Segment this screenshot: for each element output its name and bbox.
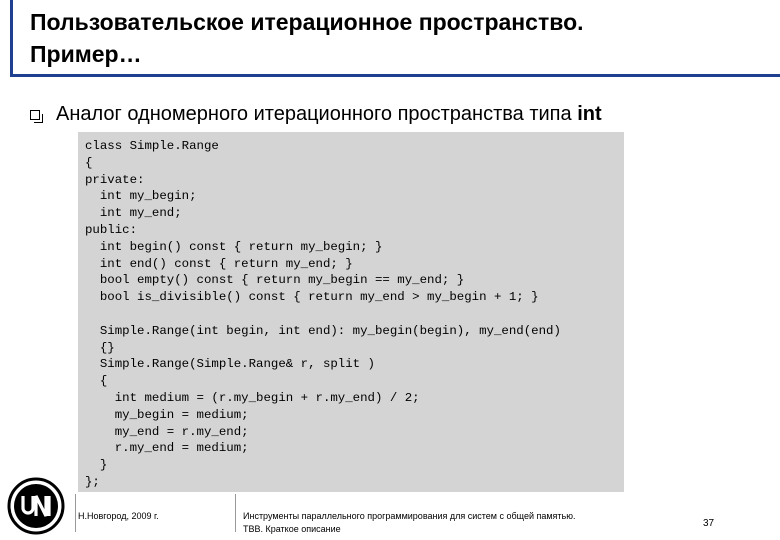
bullet-item xyxy=(30,103,602,126)
bullet-text-main: Аналог одномерного итерационного пространства типа xyxy=(56,103,578,125)
code-line: public: xyxy=(85,222,138,237)
footer-city-year: Н.Новгород, 2009 г. xyxy=(78,511,159,521)
code-line: my_begin = medium; xyxy=(85,407,249,422)
footer-divider-1 xyxy=(75,494,76,532)
code-line: int end() const { return my_end; } xyxy=(85,256,353,271)
code-line: }; xyxy=(85,474,100,489)
code-line: Simple.Range(int begin, int end): my_begin(begin), my_end(end) xyxy=(85,323,561,338)
code-line: bool is_divisible() const { return my_end > my_begin + 1; } xyxy=(85,290,539,305)
unn-logo-icon xyxy=(6,476,66,536)
footer-course-line-1: Инструменты параллельного программирования для систем с общей памятью. xyxy=(243,511,576,521)
footer-course-line-2: TBB. Краткое описание xyxy=(243,524,341,534)
code-line: int begin() const { return my_begin; } xyxy=(85,239,383,254)
bullet-text xyxy=(56,103,602,126)
code-line: } xyxy=(85,458,108,473)
bullet-type-name: int xyxy=(577,103,602,125)
code-line: Simple.Range(Simple.Range& r, split ) xyxy=(85,357,375,372)
title-block xyxy=(10,0,780,76)
code-line: int my_end; xyxy=(85,206,182,221)
square-bullet-icon xyxy=(30,110,40,120)
footer-divider-2 xyxy=(235,494,236,532)
title-underline xyxy=(10,74,780,77)
code-line: {} xyxy=(85,340,115,355)
page-number: 37 xyxy=(703,518,715,529)
code-line: int medium = (r.my_begin + r.my_end) / 2; xyxy=(85,390,420,405)
code-line: r.my_end = medium; xyxy=(85,441,249,456)
code-line: { xyxy=(85,155,93,170)
code-line: my_end = r.my_end; xyxy=(85,424,249,439)
code-block xyxy=(78,132,624,492)
code-line: int my_begin; xyxy=(85,189,197,204)
slide-title-line-2: Пример… xyxy=(30,41,142,67)
code-line: { xyxy=(85,374,108,389)
code-line xyxy=(85,306,624,323)
code-line: class Simple.Range xyxy=(85,139,219,153)
footer-course-title xyxy=(243,510,576,536)
code-line: bool empty() const { return my_begin == my_end; } xyxy=(85,273,465,288)
slide-title-line-1: Пользовательское итерационное пространство. xyxy=(30,9,584,35)
code-line: private: xyxy=(85,172,145,187)
